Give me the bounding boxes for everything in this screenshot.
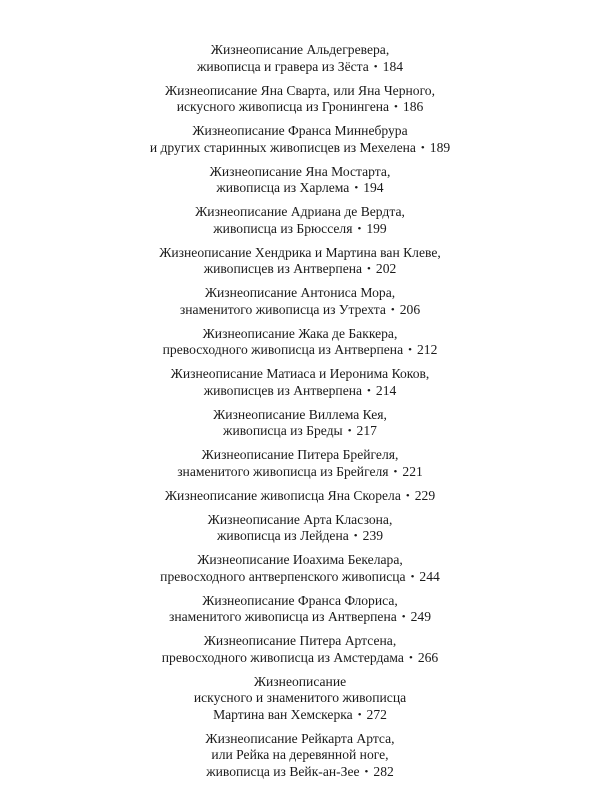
toc-entry-text: Жизнеописание Франса Миннебрура	[192, 123, 408, 138]
toc-entry-line	[100, 59, 500, 76]
toc-entry-line	[100, 569, 500, 586]
toc-page-number: 217	[356, 423, 377, 438]
toc-bullet-separator: •	[357, 708, 362, 721]
toc-entry-line	[100, 83, 500, 100]
toc-entry-text: Жизнеописание Альдегревера,	[210, 42, 390, 57]
toc-entry-text: знаменитого живописца из Утрехта	[179, 301, 386, 317]
toc-bullet-separator: •	[353, 530, 358, 542]
toc-page-number: 212	[416, 342, 438, 357]
toc-entry-text: живописца из Брюсселя	[213, 220, 353, 236]
toc-entry-line	[100, 447, 500, 464]
toc-bullet-separator: •	[373, 60, 378, 73]
toc-page-number: 199	[366, 220, 387, 236]
toc-entry	[100, 245, 500, 278]
toc-bullet-separator: •	[394, 101, 398, 113]
toc-entry-text: искусного живописца из Гронингена	[176, 99, 390, 114]
toc-bullet-separator: •	[408, 344, 412, 356]
toc-page-number: 282	[373, 763, 394, 779]
toc-entry-text: Жизнеописание Франса Флориса,	[202, 592, 398, 608]
toc-entry-text: живописца и гравера из Зёста	[196, 58, 369, 74]
toc-entry-text: Жизнеописание Виллема Кея,	[213, 406, 387, 422]
toc-entry-text: знаменитого живописца из Брейгеля	[177, 463, 389, 479]
toc-entry-line	[100, 650, 500, 667]
toc-entry-line	[100, 609, 500, 626]
toc-bullet-separator: •	[408, 651, 413, 664]
toc-entry-line	[100, 302, 500, 319]
toc-bullet-separator: •	[367, 263, 371, 275]
toc-bullet-separator: •	[347, 425, 352, 437]
toc-entry-line	[100, 245, 500, 262]
toc-entry	[100, 164, 500, 197]
toc-entry-line	[100, 464, 500, 481]
toc-page-number: 239	[362, 528, 384, 543]
toc-page-number: 202	[375, 261, 397, 276]
toc-page-number: 221	[402, 463, 423, 479]
toc-entry-line	[100, 342, 500, 359]
toc-page-number: 229	[414, 487, 436, 503]
toc-entry-text: живописца из Лейдена	[216, 528, 349, 543]
toc-entry-text: или Рейка на деревянной ноге,	[211, 747, 389, 762]
toc-entry-line	[100, 221, 500, 238]
toc-entry-line	[100, 285, 500, 302]
toc-page-number: 244	[419, 568, 440, 584]
toc-entry-line	[100, 164, 500, 181]
toc-entry	[100, 552, 500, 585]
toc-entry-text: живописца из Вейк-ан-Зее	[206, 763, 360, 779]
toc-entry	[100, 285, 500, 318]
toc-entry-text: Жизнеописание Матиаса и Иеронима Коков,	[170, 366, 430, 381]
toc-page-number: 266	[417, 649, 439, 665]
toc-bullet-separator: •	[390, 303, 395, 316]
toc-entry-line	[100, 512, 500, 529]
toc-entry-line	[100, 204, 500, 221]
toc-entry-line	[100, 42, 500, 59]
toc-entry-text: искусного и знаменитого живописца	[193, 690, 407, 705]
toc-entry-text: Жизнеописание Питера Артсена,	[203, 633, 397, 648]
toc-entry-text: Жизнеописание Яна Сварта, или Яна Черного,	[164, 82, 436, 98]
toc-entry-line	[100, 731, 500, 748]
toc-entry	[100, 407, 500, 440]
toc-page-number: 272	[366, 706, 387, 722]
toc-page-number: 249	[410, 609, 432, 624]
toc-bullet-separator: •	[405, 489, 410, 502]
toc-entry-text: Жизнеописание Яна Мостарта,	[209, 163, 391, 179]
toc-entry-text: превосходного живописца из Антверпена	[162, 342, 404, 357]
toc-entry-line	[100, 407, 500, 424]
toc-entry	[100, 447, 500, 480]
toc-page-number: 214	[375, 382, 397, 398]
toc-entry-text: живописца из Бреды	[223, 423, 343, 438]
toc-entry-line	[100, 383, 500, 400]
toc-entry-line	[100, 764, 500, 781]
toc-entry	[100, 731, 500, 781]
toc-entry-text: и других старинных живописцев из Мехелена	[149, 139, 416, 155]
toc-entry-text: знаменитого живописца из Антверпена	[168, 609, 397, 624]
toc-entry-line	[100, 140, 500, 157]
toc-bullet-separator: •	[364, 765, 369, 778]
toc-entry-text: живописцев из Антверпена	[203, 261, 363, 276]
toc-entry	[100, 42, 500, 75]
toc-page-number: 194	[363, 180, 384, 195]
toc-bullet-separator: •	[401, 611, 406, 623]
toc-entry-text: Жизнеописание Антониса Мора,	[204, 285, 396, 300]
toc-entry-line	[100, 180, 500, 197]
toc-entry	[100, 488, 500, 505]
toc-entry	[100, 123, 500, 156]
toc-entry	[100, 204, 500, 237]
toc-page-number: 189	[429, 139, 451, 155]
toc-entry-text: превосходного живописца из Амстердама	[161, 649, 404, 665]
toc-entry-line	[100, 123, 500, 140]
toc-entry	[100, 674, 500, 724]
toc-entry-text: Жизнеописание Питера Брейгеля,	[201, 447, 399, 462]
toc-entry-line	[100, 707, 500, 724]
toc-entry-text: живописца из Харлема	[216, 180, 350, 195]
toc-entry-text: Жизнеописание Жака де Баккера,	[202, 325, 398, 341]
toc-entry-line	[100, 423, 500, 440]
toc-entry-text: превосходного антверпенского живописца	[160, 568, 406, 584]
toc-entry-line	[100, 747, 500, 764]
toc-entry-text: Жизнеописание	[253, 673, 347, 689]
toc-entry-line	[100, 552, 500, 569]
toc-page-number: 206	[399, 301, 421, 317]
toc-page-number: 184	[382, 58, 404, 74]
toc-entry	[100, 366, 500, 399]
toc-bullet-separator: •	[420, 141, 425, 154]
toc-bullet-separator: •	[354, 182, 359, 194]
toc-entry	[100, 512, 500, 545]
toc-entry-text: Жизнеописание Иоахима Бекелара,	[197, 552, 403, 567]
toc-bullet-separator: •	[367, 384, 371, 397]
toc-entry-line	[100, 261, 500, 278]
toc-page-number: 186	[402, 99, 424, 114]
toc-entry-line	[100, 99, 500, 116]
toc-entry-line	[100, 488, 500, 505]
toc-entry	[100, 593, 500, 626]
toc-entry-line	[100, 528, 500, 545]
toc-entry	[100, 326, 500, 359]
toc-entry-line	[100, 593, 500, 610]
toc-entry-text: Жизнеописание живописца Яна Скорела	[164, 487, 401, 503]
toc-entry-text: Жизнеописание Адриана де Вердта,	[195, 204, 405, 219]
table-of-contents	[100, 42, 500, 788]
toc-entry-text: живописцев из Антверпена	[203, 382, 363, 398]
toc-bullet-separator: •	[393, 465, 398, 478]
toc-entry-text: Мартина ван Хемскерка	[213, 706, 353, 722]
toc-entry-text: Жизнеописание Хендрика и Мартина ван Клеве,	[159, 244, 441, 260]
toc-entry	[100, 83, 500, 116]
toc-entry-line	[100, 366, 500, 383]
toc-bullet-separator: •	[410, 570, 415, 583]
toc-entry-text: Жизнеописание Рейкарта Артса,	[205, 730, 395, 746]
toc-entry-line	[100, 690, 500, 707]
toc-entry-line	[100, 674, 500, 691]
toc-entry-line	[100, 326, 500, 343]
toc-entry-text: Жизнеописание Арта Класзона,	[207, 511, 393, 527]
toc-entry-line	[100, 633, 500, 650]
toc-bullet-separator: •	[357, 222, 362, 235]
toc-entry	[100, 633, 500, 666]
